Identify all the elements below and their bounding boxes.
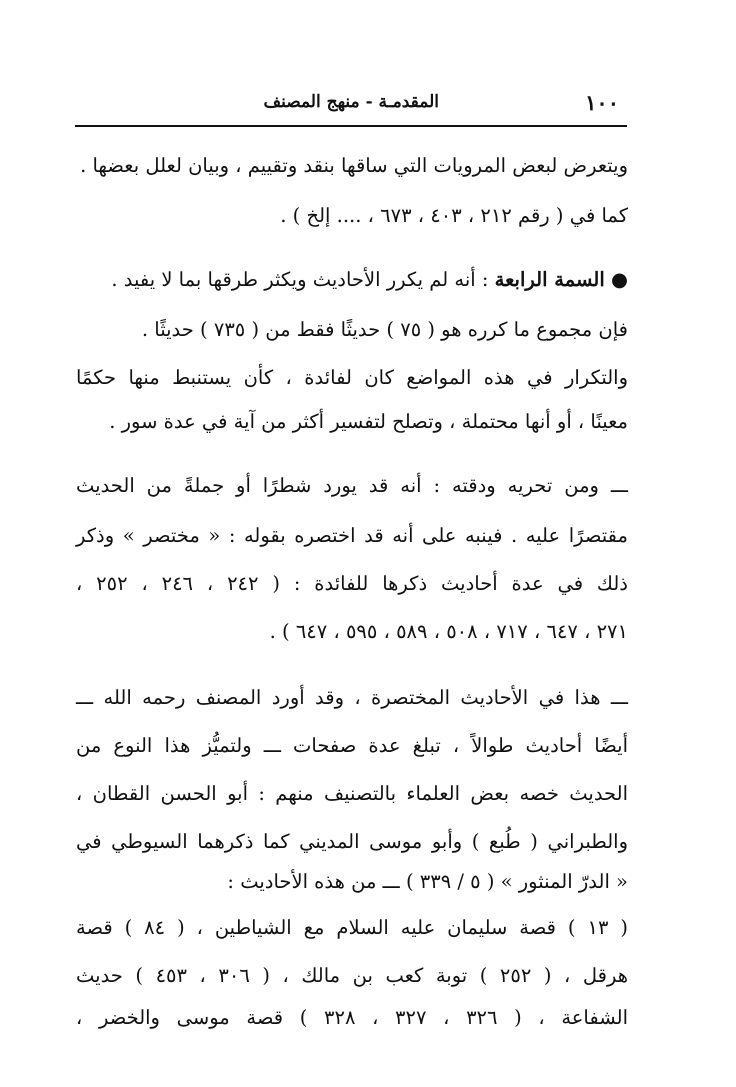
text-line: والطبراني ( طُبع ) وأبو موسى المديني كما ذكرهما السيوطي في: [76, 830, 628, 853]
section-heading: السمة الرابعة: [494, 268, 605, 291]
text-line: الحديث خصه بعض العلماء بالتصنيف منهم : أبو الحسن القطان ،: [76, 782, 628, 805]
text-line: كما في ( رقم ٢١٢ ، ٤٠٣ ، ٦٧٣ ، .... إلخ ) .: [280, 204, 628, 227]
text-line: ( ١٣ ) قصة سليمان عليه السلام مع الشياطين ، ( ٨٤ ) قصة: [76, 916, 628, 939]
text-line: هرقل ، ( ٢٥٢ ) توبة كعب بن مالك ، ( ٣٠٦ ، ٤٥٣ ) حديث: [76, 964, 628, 987]
text-line: مقتصرًا عليه . فينبه على أنه قد اختصره بقوله : « مختصر » وذكر: [76, 524, 628, 547]
header-rule: [75, 125, 627, 127]
text-line: والتكرار في هذه المواضع كان لفائدة ، كأن يستنبط منها حكمًا: [76, 366, 628, 389]
text-line: ـــ هذا في الأحاديث المختصرة ، وقد أورد المصنف رحمه الله ـــ: [76, 686, 628, 709]
text-line: أيضًا أحاديث طوالاً ، تبلغ عدة صفحات ـــ ولتميُّز هذا النوع من: [76, 734, 628, 757]
section-heading-rest: : أنه لم يكرر الأحاديث ويكثر طرقها بما لا يفيد .: [111, 268, 489, 291]
page-header: [75, 88, 627, 118]
text-line: « الدرّ المنثور » ( ٥ / ٣٣٩ ) ـــ من هذه الأحاديث :: [227, 870, 628, 893]
text-line: ٢٧١ ، ٦٤٧ ، ٧١٧ ، ٥٠٨ ، ٥٨٩ ، ٥٩٥ ، ٦٤٧ ) .: [269, 620, 628, 643]
text-line: الشفاعة ، ( ٣٢٦ ، ٣٢٧ ، ٣٢٨ ) قصة موسى والخضر ،: [76, 1006, 628, 1029]
bullet-icon: ●: [610, 268, 628, 291]
text-line: ويتعرض لبعض المرويات التي ساقها بنقد وتقييم ، وبيان لعلل بعضها .: [80, 154, 628, 177]
text-line: معينًا ، أو أنها محتملة ، وتصلح لتفسير أكثر من آية في عدة سور .: [109, 410, 628, 433]
text-line: فإن مجموع ما كرره هو ( ٧٥ ) حديثًا فقط من ( ٧٣٥ ) حديثًا .: [141, 318, 628, 341]
text-line: ـــ ومن تحريه ودقته : أنه قد يورد شطرًا أو جملةً من الحديث: [76, 474, 628, 497]
text-line: ذلك في عدة أحاديث ذكرها للفائدة : ( ٢٤٢ ، ٢٤٦ ، ٢٥٢ ،: [76, 572, 628, 595]
section-lead-line: [76, 260, 628, 300]
running-title: المقدمـة - منهج المصنف: [263, 92, 439, 112]
page-number: ١٠٠: [585, 90, 619, 115]
